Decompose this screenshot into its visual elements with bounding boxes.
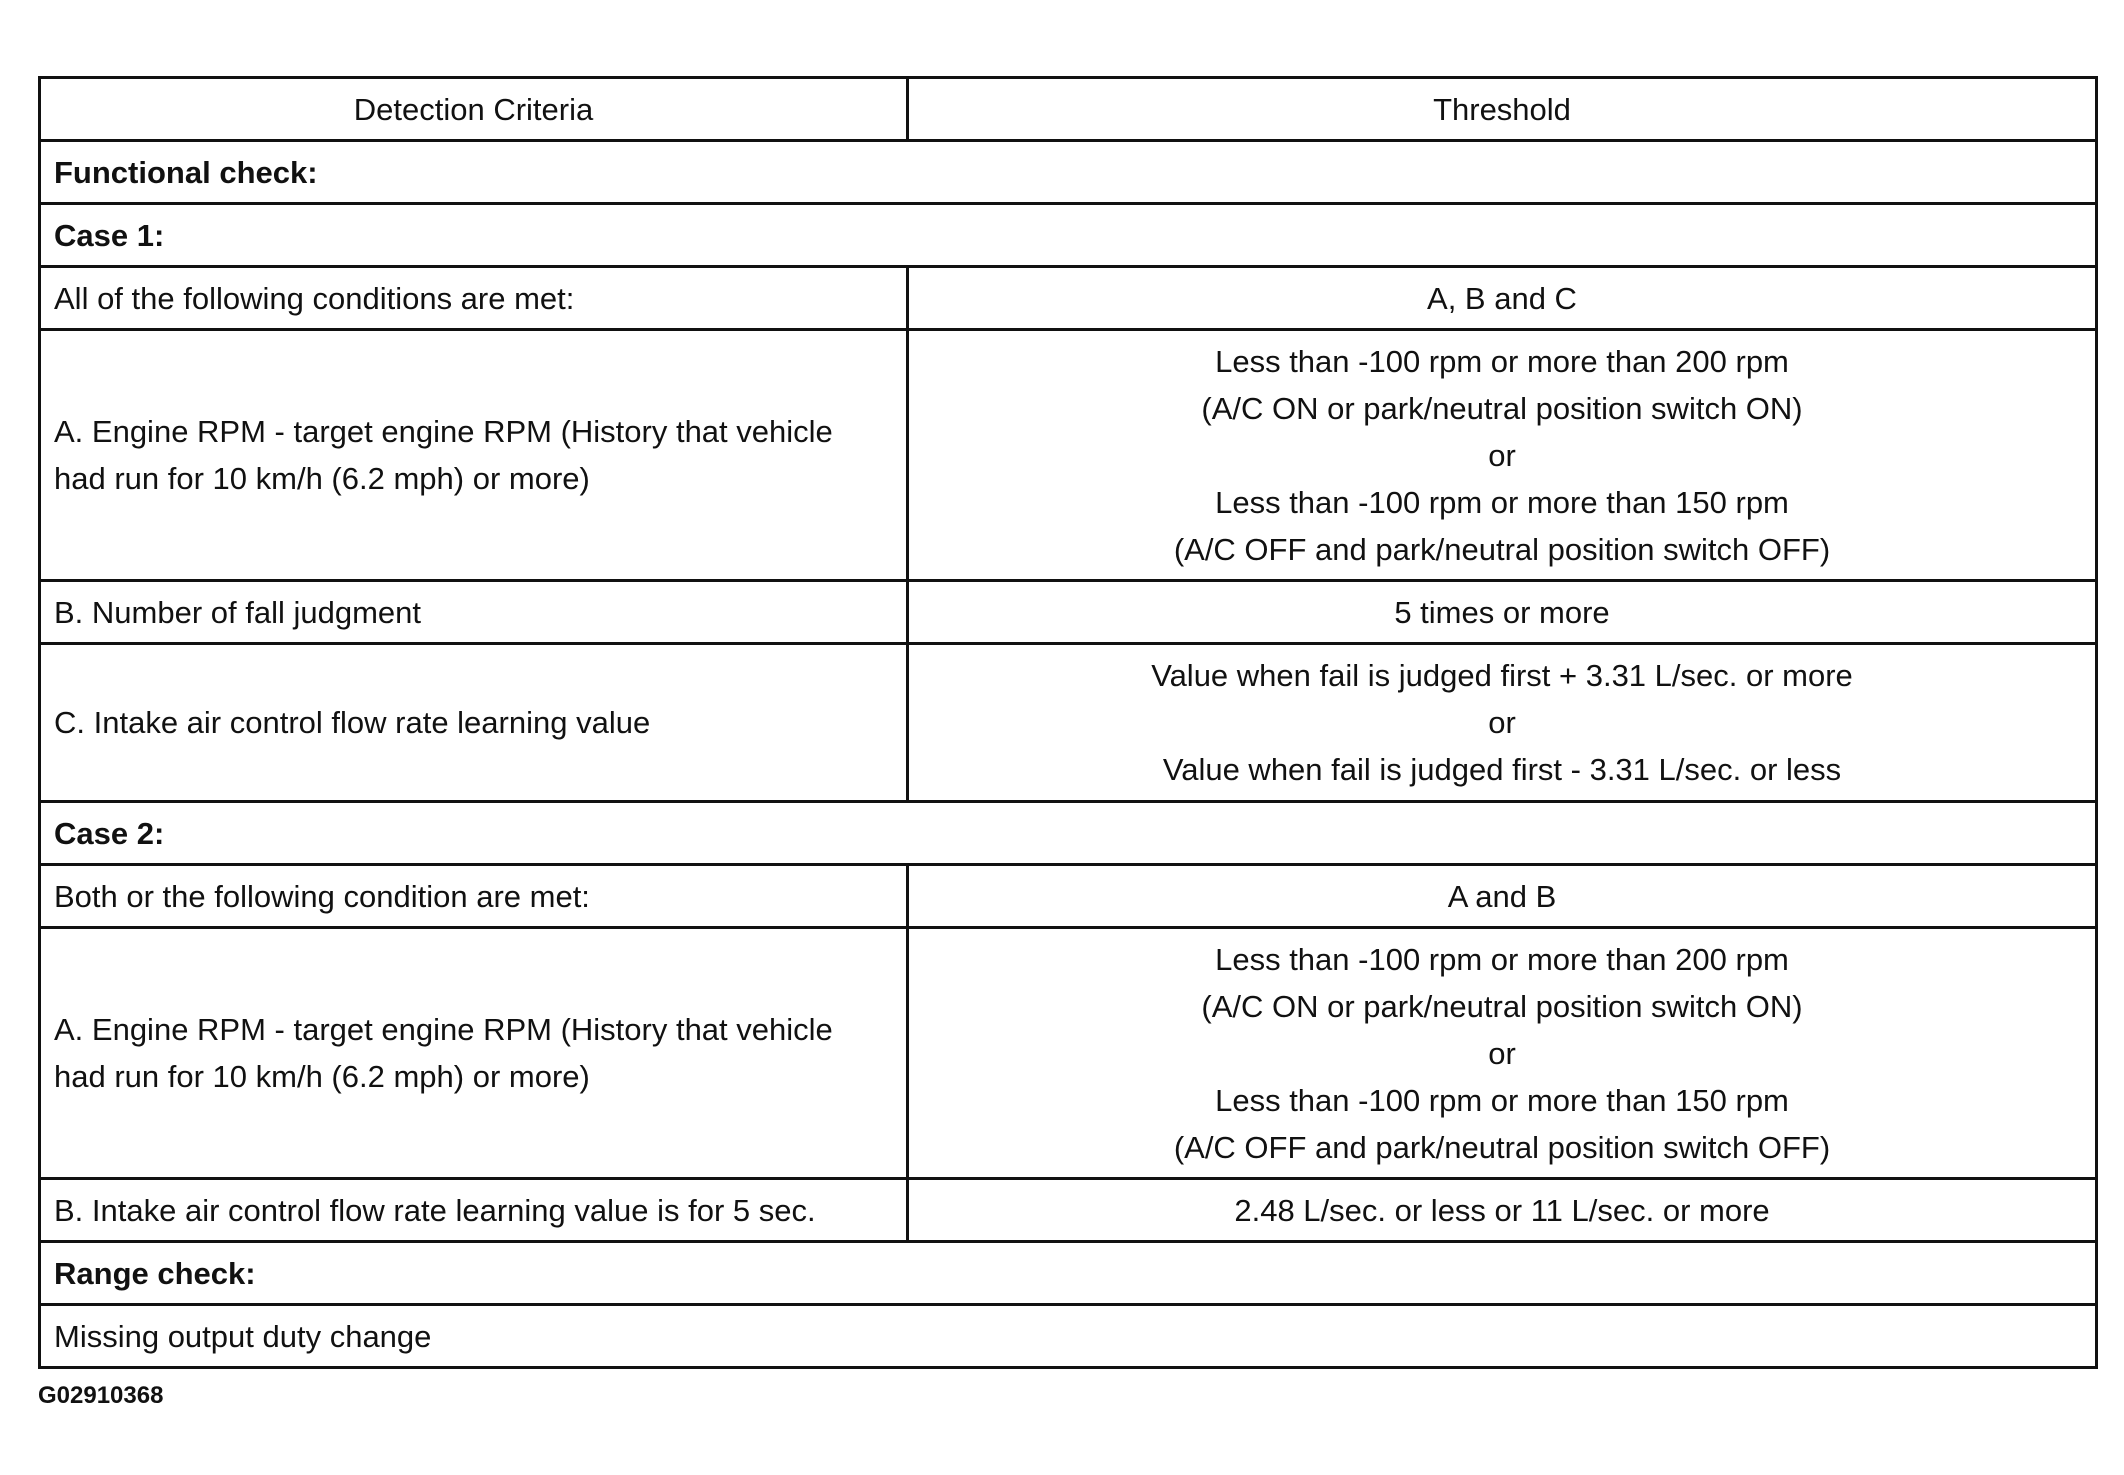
criteria-cell: A. Engine RPM - target engine RPM (History that vehicle had run for 10 km/h (6.2 mph) or more) <box>40 928 908 1179</box>
section-row-range-check <box>40 1242 2097 1305</box>
threshold-cell <box>908 644 2097 802</box>
threshold-cell: A and B <box>908 865 2097 928</box>
detection-criteria-table <box>38 76 2098 1369</box>
threshold-line: (A/C ON or park/neutral position switch ON) <box>1201 988 1803 1024</box>
criteria-cell: A. Engine RPM - target engine RPM (History that vehicle had run for 10 km/h (6.2 mph) or more) <box>40 330 908 581</box>
criteria-cell: C. Intake air control flow rate learning value <box>40 644 908 802</box>
threshold-cell: 2.48 L/sec. or less or 11 L/sec. or more <box>908 1179 2097 1242</box>
table-row <box>40 330 2097 581</box>
case-2-heading: Case 2: <box>40 802 2097 865</box>
functional-check-heading: Functional check: <box>40 141 2097 204</box>
criteria-cell: Both or the following condition are met: <box>40 865 908 928</box>
range-check-item: Missing output duty change <box>40 1305 2097 1368</box>
threshold-line: (A/C OFF and park/neutral position switch OFF) <box>1173 531 1831 567</box>
threshold-line: or <box>1488 437 1516 473</box>
table-row <box>40 865 2097 928</box>
header-detection-criteria: Detection Criteria <box>40 78 908 141</box>
threshold-cell: 5 times or more <box>908 581 2097 644</box>
threshold-line: (A/C ON or park/neutral position switch ON) <box>1201 390 1803 426</box>
threshold-line: Less than -100 rpm or more than 200 rpm <box>1215 941 1789 977</box>
table-header-row <box>40 78 2097 141</box>
table-row <box>40 928 2097 1179</box>
threshold-line: Less than -100 rpm or more than 200 rpm <box>1215 343 1789 379</box>
table-row <box>40 1305 2097 1368</box>
threshold-cell: A, B and C <box>908 267 2097 330</box>
threshold-line: Value when fail is judged first - 3.31 L/sec. or less <box>1162 752 1842 787</box>
threshold-line: or <box>1488 1035 1516 1071</box>
table-row <box>40 644 2097 802</box>
table-row <box>40 1179 2097 1242</box>
table-row <box>40 581 2097 644</box>
table-row <box>40 267 2097 330</box>
figure-id: G02910368 <box>38 1382 164 1409</box>
threshold-line: Less than -100 rpm or more than 150 rpm <box>1215 484 1789 520</box>
threshold-line: (A/C OFF and park/neutral position switch OFF) <box>1173 1129 1831 1165</box>
case-1-heading: Case 1: <box>40 204 2097 267</box>
threshold-cell <box>908 928 2097 1179</box>
criteria-cell: All of the following conditions are met: <box>40 267 908 330</box>
header-threshold: Threshold <box>908 78 2097 141</box>
threshold-line: or <box>1488 705 1516 740</box>
threshold-cell <box>908 330 2097 581</box>
section-row-case-1 <box>40 204 2097 267</box>
threshold-line: Less than -100 rpm or more than 150 rpm <box>1215 1082 1789 1118</box>
range-check-heading: Range check: <box>40 1242 2097 1305</box>
criteria-cell: B. Number of fall judgment <box>40 581 908 644</box>
threshold-line: Value when fail is judged first + 3.31 L/sec. or more <box>1151 658 1853 693</box>
criteria-cell: B. Intake air control flow rate learning value is for 5 sec. <box>40 1179 908 1242</box>
section-row-case-2 <box>40 802 2097 865</box>
section-row-functional-check <box>40 141 2097 204</box>
